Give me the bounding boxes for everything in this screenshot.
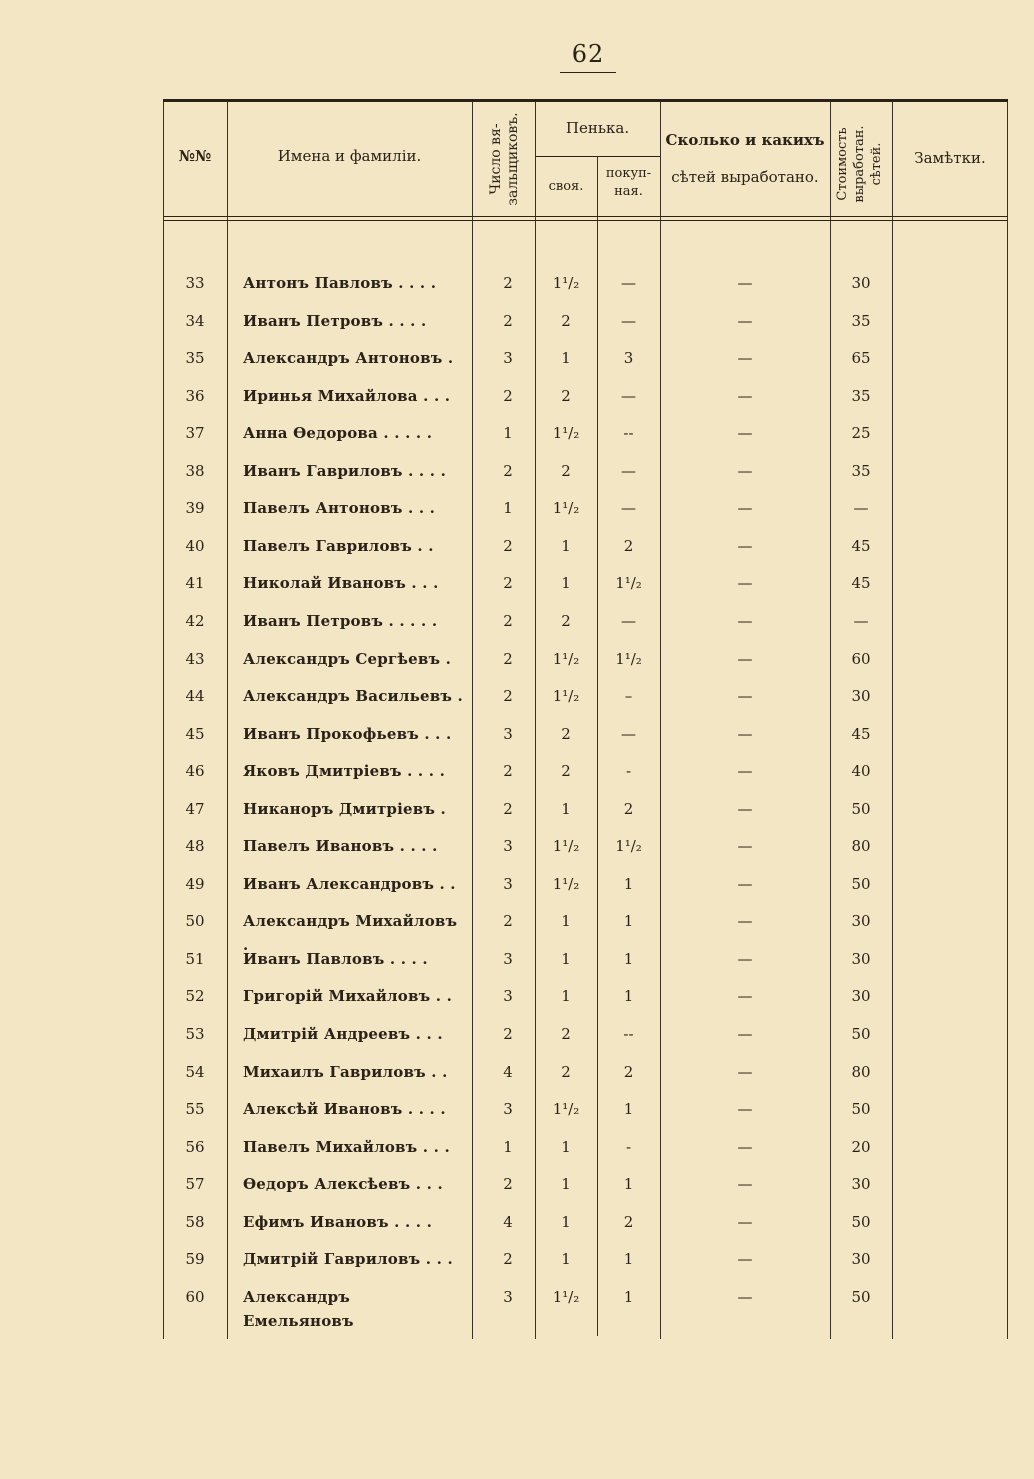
row-workers: 1 xyxy=(503,424,513,443)
row-workers: 2 xyxy=(503,1025,513,1043)
header-nets-line2: сѣтей выработано. xyxy=(671,168,819,186)
row-hemp-own: 2 xyxy=(561,386,571,405)
row-hemp-bought: — xyxy=(621,724,636,743)
row-hemp-bought: 1 xyxy=(623,874,634,893)
table-row xyxy=(163,797,1008,821)
row-cost: 50 xyxy=(851,1287,871,1306)
row-nets: — xyxy=(737,1062,753,1081)
row-name: Иринья Михайлова . . . xyxy=(243,386,451,405)
table-row xyxy=(163,1097,1008,1121)
row-number: 45 xyxy=(185,724,205,743)
table-row xyxy=(163,571,1008,595)
row-cost: 30 xyxy=(851,687,871,706)
row-hemp-bought: — xyxy=(621,611,636,630)
row-name: Павелъ Ивановъ . . . . xyxy=(243,837,438,856)
row-number: 46 xyxy=(185,762,205,781)
row-name: Павелъ Гавриловъ . . xyxy=(243,536,434,555)
row-workers: 3 xyxy=(503,949,513,968)
row-hemp-own: 1¹/₂ xyxy=(552,424,580,443)
row-workers: 2 xyxy=(503,1250,513,1269)
table-row xyxy=(163,759,1008,783)
row-cost: 30 xyxy=(851,1175,871,1194)
row-workers: 3 xyxy=(503,349,513,368)
table-row xyxy=(163,1210,1008,1234)
row-hemp-bought: 1¹/₂ xyxy=(615,837,642,856)
row-number: 47 xyxy=(185,799,205,818)
table-row xyxy=(163,947,1008,971)
row-name: Никаноръ Дмитріевъ . xyxy=(243,799,446,818)
row-hemp-own: 1 xyxy=(561,1175,571,1194)
row-hemp-bought: 3 xyxy=(623,349,634,368)
row-cost: 45 xyxy=(851,536,871,555)
row-nets: — xyxy=(737,611,753,630)
row-hemp-own: 2 xyxy=(561,724,571,743)
header-num: №№ xyxy=(178,147,212,165)
row-nets: — xyxy=(737,349,753,368)
table-row xyxy=(163,609,1008,633)
row-number: 57 xyxy=(185,1175,205,1194)
header-workers xyxy=(488,84,528,234)
row-number: 49 xyxy=(185,874,205,893)
row-nets: — xyxy=(737,949,753,968)
row-name: Александръ Васильевъ . xyxy=(243,687,463,706)
row-hemp-own: 2 xyxy=(561,1025,571,1043)
row-workers: 2 xyxy=(503,762,513,781)
row-hemp-bought: — xyxy=(621,461,636,480)
table-row xyxy=(163,909,1008,955)
row-workers: 3 xyxy=(503,837,513,856)
row-name: Александръ Сергѣевъ . xyxy=(243,649,452,668)
column-divider xyxy=(597,156,598,1336)
row-nets: — xyxy=(737,912,753,931)
row-nets: — xyxy=(737,274,753,292)
row-name: Михаилъ Гавриловъ . . xyxy=(243,1062,448,1081)
row-name: Иванъ Александровъ . . xyxy=(243,874,456,893)
table-row xyxy=(163,421,1008,445)
row-nets: — xyxy=(737,1250,753,1269)
row-hemp-bought: — xyxy=(621,274,636,292)
row-cost: 60 xyxy=(851,649,871,668)
row-cost: 45 xyxy=(851,724,871,743)
header-hemp: Пенька. xyxy=(565,119,630,137)
row-hemp-own: 2 xyxy=(561,762,571,781)
row-number: 41 xyxy=(185,574,205,593)
row-name: Иванъ Прокофьевъ . . . xyxy=(243,724,452,743)
row-name: Ефимъ Ивановъ . . . . xyxy=(243,1212,433,1231)
row-hemp-own: 2 xyxy=(561,311,571,330)
row-hemp-own: 1¹/₂ xyxy=(552,837,580,856)
row-workers: 2 xyxy=(503,536,513,555)
row-cost: 50 xyxy=(851,874,871,893)
row-workers: 1 xyxy=(503,1137,513,1156)
row-name: Дмитрій Гавриловъ . . . xyxy=(243,1250,453,1269)
row-cost: 50 xyxy=(851,1212,871,1231)
row-hemp-bought: 2 xyxy=(623,536,634,555)
row-hemp-bought: — xyxy=(621,311,636,330)
row-hemp-own: 2 xyxy=(561,461,571,480)
row-number: 52 xyxy=(185,987,205,1006)
table-row xyxy=(163,271,1008,295)
row-name: Николай Ивановъ . . . xyxy=(243,574,439,593)
row-workers: 4 xyxy=(503,1062,513,1081)
row-hemp-own: 1 xyxy=(561,949,571,968)
row-hemp-bought: 1 xyxy=(623,1100,634,1119)
row-name: Павелъ Михайловъ . . . xyxy=(243,1137,450,1156)
row-hemp-own: 1 xyxy=(561,574,571,593)
row-cost: 65 xyxy=(851,349,871,368)
row-nets: — xyxy=(737,687,753,706)
table-top-rule xyxy=(163,99,1008,102)
row-hemp-own: 2 xyxy=(561,611,571,630)
header-hemp-bought-line1: покуп- xyxy=(605,166,652,181)
header-hemp-own: своя. xyxy=(548,179,584,194)
row-nets: — xyxy=(737,1212,753,1231)
row-hemp-own: 1 xyxy=(561,799,571,818)
row-nets: — xyxy=(737,311,753,330)
table-row xyxy=(163,534,1008,558)
row-hemp-bought: 1 xyxy=(623,912,634,931)
row-workers: 2 xyxy=(503,274,513,292)
row-hemp-own: 1 xyxy=(561,1250,571,1269)
row-hemp-bought: — xyxy=(621,386,636,405)
row-number: 38 xyxy=(185,461,205,480)
page-number-rule xyxy=(560,72,616,73)
row-hemp-own: 1 xyxy=(561,987,571,1006)
row-nets: — xyxy=(737,799,753,818)
row-workers: 2 xyxy=(503,687,513,706)
header-nets-line1: Сколько и какихъ xyxy=(665,131,825,149)
row-hemp-bought: 1 xyxy=(623,1250,634,1269)
row-hemp-own: 1¹/₂ xyxy=(552,1100,580,1119)
table-row xyxy=(163,1135,1008,1159)
row-number: 36 xyxy=(185,386,205,405)
row-hemp-own: 1 xyxy=(561,1137,571,1156)
table-row xyxy=(163,1285,1008,1330)
row-name: Иванъ Петровъ . . . . . xyxy=(243,611,438,630)
row-name: Иванъ Павловъ . . . . xyxy=(243,949,428,968)
row-hemp-own: 1¹/₂ xyxy=(552,687,580,706)
row-hemp-bought: -- xyxy=(623,1025,634,1043)
row-hemp-bought: -- xyxy=(623,424,634,443)
row-cost: 30 xyxy=(851,949,871,968)
row-workers: 3 xyxy=(503,724,513,743)
row-name: Дмитрій Андреевъ . . . xyxy=(243,1025,443,1043)
row-hemp-own: 1 xyxy=(561,536,571,555)
row-name: Александръ Михайловъ . xyxy=(243,912,458,955)
row-cost: 20 xyxy=(851,1137,871,1156)
row-nets: — xyxy=(737,1287,753,1306)
row-name: Алексѣй Ивановъ . . . . xyxy=(243,1100,446,1119)
table-row xyxy=(163,684,1008,708)
row-number: 44 xyxy=(185,687,205,706)
row-workers: 3 xyxy=(503,1287,513,1306)
row-cost: 50 xyxy=(851,1100,871,1119)
row-workers: 2 xyxy=(503,799,513,818)
row-number: 55 xyxy=(185,1100,205,1119)
row-number: 60 xyxy=(185,1287,205,1306)
row-hemp-bought: – xyxy=(624,687,633,706)
table-row xyxy=(163,459,1008,483)
ledger-table xyxy=(163,99,1008,1339)
header-cost-line1: Стоимость xyxy=(835,127,850,201)
row-nets: — xyxy=(737,874,753,893)
row-name: Григорій Михайловъ . . xyxy=(243,987,453,1006)
row-name: Анна Өедорова . . . . . xyxy=(243,424,433,443)
row-cost: 35 xyxy=(851,461,871,480)
header-cost xyxy=(834,104,888,224)
row-name: Павелъ Антоновъ . . . xyxy=(243,499,436,518)
row-cost: 50 xyxy=(851,1025,871,1043)
row-hemp-bought: 2 xyxy=(623,799,634,818)
header-notes: Замѣтки. xyxy=(914,149,986,167)
row-workers: 4 xyxy=(503,1212,513,1231)
row-nets: — xyxy=(737,536,753,555)
row-name: Яковъ Дмитріевъ . . . . xyxy=(243,762,446,781)
row-nets: — xyxy=(737,499,753,518)
row-workers: 2 xyxy=(503,311,513,330)
row-cost: 30 xyxy=(851,1250,871,1269)
header-workers-line1: Число вя- xyxy=(488,123,504,195)
row-hemp-own: 1¹/₂ xyxy=(552,1287,580,1306)
row-cost: 30 xyxy=(851,987,871,1006)
table-row xyxy=(163,384,1008,408)
row-cost: 80 xyxy=(851,1062,871,1081)
row-nets: — xyxy=(737,649,753,668)
row-number: 54 xyxy=(185,1062,205,1081)
row-number: 51 xyxy=(185,949,205,968)
row-hemp-own: 2 xyxy=(561,1062,571,1081)
row-name: Антонъ Павловъ . . . . xyxy=(243,274,437,292)
table-row xyxy=(163,1022,1008,1046)
row-name: Александръ Емельяновъ xyxy=(243,1287,354,1330)
row-hemp-own: 1 xyxy=(561,349,571,368)
row-workers: 3 xyxy=(503,987,513,1006)
row-hemp-bought: — xyxy=(621,499,636,518)
row-cost: 35 xyxy=(851,311,871,330)
row-hemp-bought: 1 xyxy=(623,987,634,1006)
row-number: 39 xyxy=(185,499,205,518)
row-cost: — xyxy=(853,499,869,518)
row-workers: 2 xyxy=(503,386,513,405)
row-hemp-own: 1¹/₂ xyxy=(552,649,580,668)
row-workers: 2 xyxy=(503,611,513,630)
row-cost: 45 xyxy=(851,574,871,593)
row-number: 37 xyxy=(185,424,205,443)
row-cost: 35 xyxy=(851,386,871,405)
row-nets: — xyxy=(737,386,753,405)
header-cost-line2: выработан. xyxy=(852,125,867,203)
row-hemp-own: 1 xyxy=(561,1212,571,1231)
row-number: 40 xyxy=(185,536,205,555)
row-nets: — xyxy=(737,1100,753,1119)
row-cost: 40 xyxy=(851,762,871,781)
table-row xyxy=(163,722,1008,746)
table-row xyxy=(163,496,1008,520)
table-row xyxy=(163,309,1008,333)
header-hemp-bought xyxy=(597,165,660,201)
row-number: 42 xyxy=(185,611,205,630)
row-cost: — xyxy=(853,611,869,630)
table-row xyxy=(163,346,1008,370)
row-hemp-bought: 2 xyxy=(623,1212,634,1231)
row-name: Александръ Антоновъ . xyxy=(243,349,454,368)
row-workers: 2 xyxy=(503,574,513,593)
row-workers: 2 xyxy=(503,1175,513,1194)
row-nets: — xyxy=(737,837,753,856)
table-row xyxy=(163,872,1008,896)
row-hemp-own: 1¹/₂ xyxy=(552,874,580,893)
row-workers: 3 xyxy=(503,874,513,893)
row-nets: — xyxy=(737,461,753,480)
row-workers: 2 xyxy=(503,912,513,931)
header-cost-line3: сѣтей. xyxy=(869,142,884,186)
row-workers: 3 xyxy=(503,1100,513,1119)
row-hemp-bought: 1¹/₂ xyxy=(615,649,642,668)
row-nets: — xyxy=(737,987,753,1006)
row-number: 43 xyxy=(185,649,205,668)
table-row xyxy=(163,984,1008,1008)
row-number: 53 xyxy=(185,1025,205,1043)
row-workers: 2 xyxy=(503,461,513,480)
row-nets: — xyxy=(737,762,753,781)
row-hemp-own: 1¹/₂ xyxy=(552,499,580,518)
row-number: 50 xyxy=(185,912,205,931)
row-cost: 25 xyxy=(851,424,871,443)
row-nets: — xyxy=(737,1137,753,1156)
table-row xyxy=(163,1172,1008,1196)
row-name: Өедоръ Алексѣевъ . . . xyxy=(243,1175,443,1194)
row-hemp-bought: 1 xyxy=(623,1175,634,1194)
row-hemp-bought: - xyxy=(625,762,632,781)
row-workers: 1 xyxy=(503,499,513,518)
row-hemp-bought: 2 xyxy=(623,1062,634,1081)
row-hemp-bought: 1 xyxy=(623,1287,634,1306)
row-hemp-bought: - xyxy=(625,1137,632,1156)
row-nets: — xyxy=(737,574,753,593)
row-cost: 50 xyxy=(851,799,871,818)
row-number: 33 xyxy=(185,274,205,292)
row-number: 48 xyxy=(185,837,205,856)
row-hemp-bought: 1¹/₂ xyxy=(615,574,642,593)
row-number: 58 xyxy=(185,1212,205,1231)
row-workers: 2 xyxy=(503,649,513,668)
table-row xyxy=(163,1060,1008,1084)
row-hemp-bought: 1 xyxy=(623,949,634,968)
header-names: Имена и фамиліи. xyxy=(277,147,422,165)
page-number: 62 xyxy=(571,40,605,68)
header-workers-line2: зальщиковъ. xyxy=(505,112,521,206)
row-name: Иванъ Гавриловъ . . . . xyxy=(243,461,447,480)
table-row xyxy=(163,647,1008,671)
row-cost: 80 xyxy=(851,837,871,856)
row-hemp-own: 1¹/₂ xyxy=(552,274,580,292)
row-nets: — xyxy=(737,1175,753,1194)
row-number: 34 xyxy=(185,311,205,330)
row-nets: — xyxy=(737,724,753,743)
row-nets: — xyxy=(737,424,753,443)
row-number: 35 xyxy=(185,349,205,368)
row-cost: 30 xyxy=(851,274,871,292)
row-cost: 30 xyxy=(851,912,871,931)
row-number: 59 xyxy=(185,1250,205,1269)
row-nets: — xyxy=(737,1025,753,1043)
table-row xyxy=(163,1247,1008,1271)
row-number: 56 xyxy=(185,1137,205,1156)
table-row xyxy=(163,834,1008,858)
row-name: Иванъ Петровъ . . . . xyxy=(243,311,427,330)
header-hemp-bought-line2: ная. xyxy=(614,184,643,199)
row-hemp-own: 1 xyxy=(561,912,571,931)
